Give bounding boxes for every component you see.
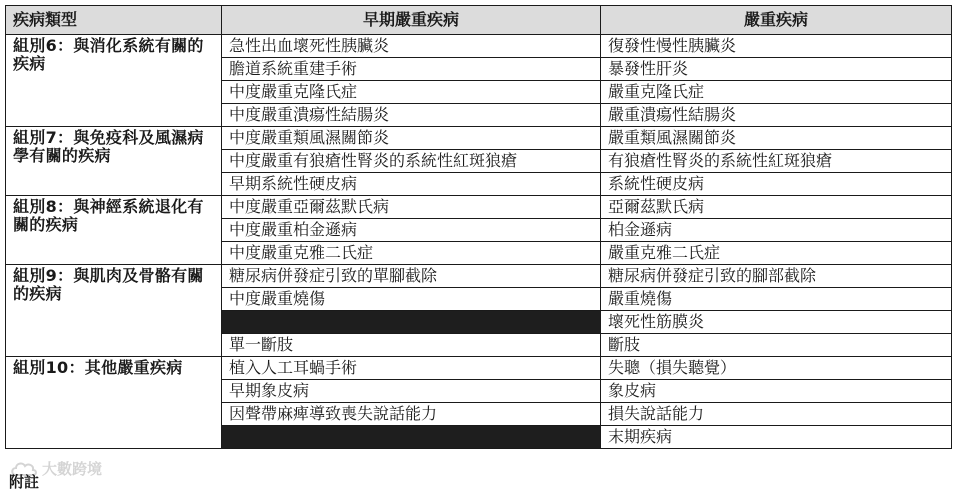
header-row xyxy=(6,6,952,35)
table-row xyxy=(6,35,952,58)
early-stage-cell: 中度嚴重克雅二氏症 xyxy=(222,242,601,265)
severe-cell: 嚴重潰瘍性結腸炎 xyxy=(601,104,952,127)
severe-cell: 壞死性筋膜炎 xyxy=(601,311,952,334)
early-stage-cell: 膽道系統重建手術 xyxy=(222,58,601,81)
severe-cell: 嚴重克雅二氏症 xyxy=(601,242,952,265)
severe-cell: 有狼瘡性腎炎的系統性紅斑狼瘡 xyxy=(601,150,952,173)
early-stage-cell: 中度嚴重亞爾茲默氏病 xyxy=(222,196,601,219)
early-stage-cell: 中度嚴重類風濕關節炎 xyxy=(222,127,601,150)
blank-cell xyxy=(222,311,601,334)
header-severe: 嚴重疾病 xyxy=(601,6,952,35)
early-stage-cell: 急性出血壞死性胰臟炎 xyxy=(222,35,601,58)
category-cell: 組別7：與免疫科及風濕病學有關的疾病 xyxy=(6,127,222,196)
header-early-stage: 早期嚴重疾病 xyxy=(222,6,601,35)
watermark-text: 大數跨境 xyxy=(42,460,103,478)
severe-cell: 失聰（損失聽覺） xyxy=(601,357,952,380)
early-stage-cell: 中度嚴重柏金遜病 xyxy=(222,219,601,242)
severe-cell: 嚴重克隆氏症 xyxy=(601,81,952,104)
early-stage-cell: 植入人工耳蝸手術 xyxy=(222,357,601,380)
header-disease-type: 疾病類型 xyxy=(6,6,222,35)
severe-cell: 糖尿病併發症引致的腳部截除 xyxy=(601,265,952,288)
severe-cell: 復發性慢性胰臟炎 xyxy=(601,35,952,58)
table-header xyxy=(6,6,952,35)
table-row xyxy=(6,196,952,219)
table-row xyxy=(6,265,952,288)
early-stage-cell: 中度嚴重克隆氏症 xyxy=(222,81,601,104)
severe-cell: 柏金遜病 xyxy=(601,219,952,242)
early-stage-cell: 單一斷肢 xyxy=(222,334,601,357)
severe-cell: 系統性硬皮病 xyxy=(601,173,952,196)
footnote-heading-text: 附註 xyxy=(9,473,40,491)
blank-cell xyxy=(222,426,601,449)
table-row xyxy=(6,127,952,150)
severe-cell: 嚴重燒傷 xyxy=(601,288,952,311)
early-stage-cell: 中度嚴重潰瘍性結腸炎 xyxy=(222,104,601,127)
footnote-heading-cut xyxy=(9,473,49,491)
critical-illness-table xyxy=(5,5,952,449)
table-row xyxy=(6,357,952,380)
severe-cell: 斷肢 xyxy=(601,334,952,357)
severe-cell: 象皮病 xyxy=(601,380,952,403)
early-stage-cell: 因聲帶麻痺導致喪失說話能力 xyxy=(222,403,601,426)
category-cell: 組別10：其他嚴重疾病 xyxy=(6,357,222,449)
severe-cell: 嚴重類風濕關節炎 xyxy=(601,127,952,150)
category-cell: 組別6：與消化系統有關的疾病 xyxy=(6,35,222,127)
severe-cell: 末期疾病 xyxy=(601,426,952,449)
early-stage-cell: 中度嚴重有狼瘡性腎炎的系統性紅斑狼瘡 xyxy=(222,150,601,173)
severe-cell: 損失說話能力 xyxy=(601,403,952,426)
early-stage-cell: 糖尿病併發症引致的單腳截除 xyxy=(222,265,601,288)
severe-cell: 亞爾茲默氏病 xyxy=(601,196,952,219)
category-cell: 組別8：與神經系統退化有關的疾病 xyxy=(6,196,222,265)
severe-cell: 暴發性肝炎 xyxy=(601,58,952,81)
early-stage-cell: 早期象皮病 xyxy=(222,380,601,403)
table-body xyxy=(6,35,952,449)
early-stage-cell: 中度嚴重燒傷 xyxy=(222,288,601,311)
early-stage-cell: 早期系統性硬皮病 xyxy=(222,173,601,196)
category-cell: 組別9：與肌肉及骨骼有關的疾病 xyxy=(6,265,222,357)
